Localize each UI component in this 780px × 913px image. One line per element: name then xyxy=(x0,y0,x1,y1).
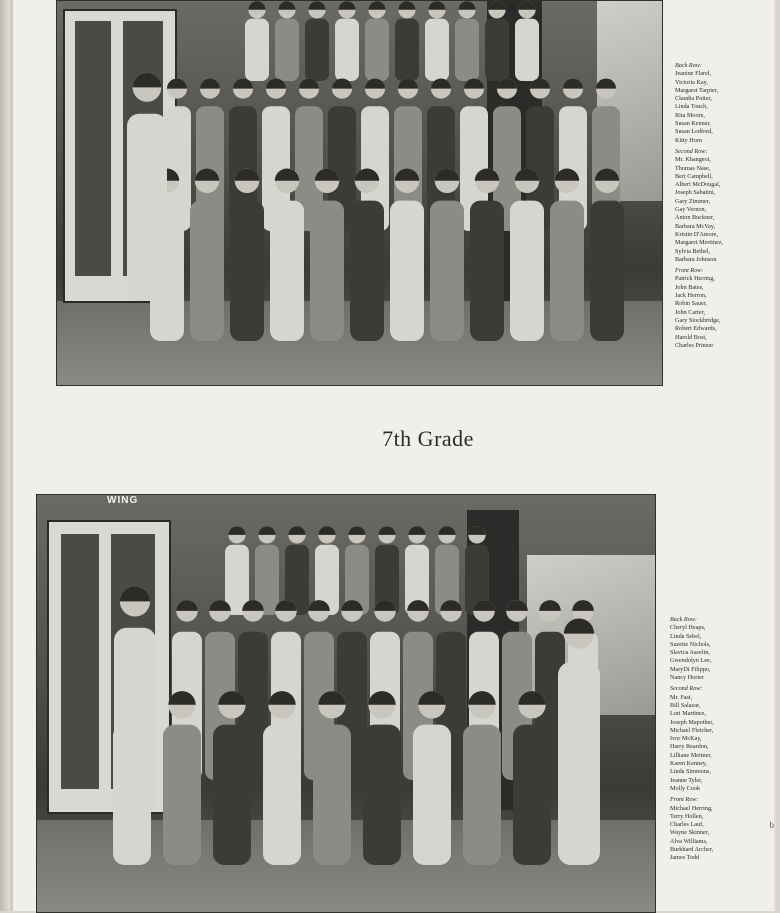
student-name: Harold Bost, xyxy=(675,333,707,341)
student-name: Michael Fletcher, xyxy=(670,726,714,734)
student-name: Mr. Khangeot, xyxy=(675,156,711,164)
student-name: Gwendolyn Lee, xyxy=(670,657,712,665)
student-name: Bert Campbell, xyxy=(675,172,713,180)
student-name: Joseph Mapother, xyxy=(670,718,714,726)
edge-mark: b xyxy=(769,820,774,830)
student-name: Barbara McVay, xyxy=(675,222,716,230)
grade-heading: 7th Grade xyxy=(382,426,474,451)
student-name: Harry Reardon, xyxy=(670,743,709,751)
student-name: Mr. Fast, xyxy=(670,693,693,701)
student-name: Karen Kenney, xyxy=(670,760,708,768)
student-name: Gary Stockbridge, xyxy=(675,316,721,324)
back-row-names xyxy=(675,70,765,145)
student-name: Molly Cook xyxy=(670,784,701,792)
student-name: Linda Sebel, xyxy=(670,632,702,640)
student-name: Anton Buckner, xyxy=(675,214,715,222)
student-name: Susan Ledford, xyxy=(675,128,713,136)
student-name: Bill Salazar, xyxy=(670,701,701,709)
student-name: Wayne Skinner, xyxy=(670,829,710,837)
student-name: Susan Kenner, xyxy=(675,120,711,128)
student-name: Thomas Nase, xyxy=(675,164,711,172)
student-name: Claudia Potter, xyxy=(675,95,712,103)
student-name: Joseph Sabatini, xyxy=(675,189,716,197)
wing-sign: WING xyxy=(107,495,139,506)
student-name: John Bates, xyxy=(675,283,704,291)
student-name: Margaret Tarpier, xyxy=(675,86,719,94)
student-name: Victoria Kay, xyxy=(675,78,708,86)
student-name: Linda Touch, xyxy=(675,103,708,111)
student-name: Jack Herron, xyxy=(675,292,707,300)
second-row-label: Second Row: xyxy=(675,147,708,155)
student-name: Robert Edwards, xyxy=(675,325,717,333)
caption-bottom xyxy=(670,616,766,863)
student-name: MaryDi Filippo, xyxy=(670,665,711,673)
student-name: Patrick Herring, xyxy=(675,275,715,283)
student-name: Slavica Aseelin, xyxy=(670,649,710,657)
student-name: Rita Moore, xyxy=(675,111,705,119)
student-name: Ivor McKay, xyxy=(670,735,702,743)
student-name: Terry Hollen, xyxy=(670,812,704,820)
class-photo-bottom xyxy=(36,494,656,913)
student-name: Kristin D'Amore, xyxy=(675,230,719,238)
student-name: Alva Williams, xyxy=(670,837,708,845)
student-name: Nancy Horter xyxy=(670,674,704,682)
student-name: Barbara Johnson xyxy=(675,255,717,263)
student-name: Charles Lauf, xyxy=(670,821,704,829)
student-name: Kitty Horn xyxy=(675,136,702,144)
second-row-names xyxy=(670,694,766,794)
student-name: Gary Zimmer, xyxy=(675,197,711,205)
student-name: Burkhard Archer, xyxy=(670,846,714,854)
student-name: Lilliane Meitner, xyxy=(670,751,712,759)
student-name: Margaret Mertinez, xyxy=(675,239,723,247)
student-name: Jeanne Tyler, xyxy=(670,776,703,784)
student-name: James Todd xyxy=(670,854,700,862)
student-name: Suzette Nichols, xyxy=(670,640,711,648)
front-row-label: Front Row: xyxy=(670,796,699,804)
student-name: John Carter, xyxy=(675,308,705,316)
caption-top xyxy=(675,62,765,350)
back-row-label: Back Row: xyxy=(675,62,702,69)
front-row-label: Front Row: xyxy=(675,267,704,275)
yearbook-page xyxy=(10,0,776,911)
class-photo-top xyxy=(56,0,663,386)
student-name: Albert McDougal, xyxy=(675,181,721,189)
student-name: Charles Prinzer xyxy=(675,341,714,349)
student-name: Linda Simmons, xyxy=(670,768,711,776)
back-row-names xyxy=(670,624,766,682)
student-name: Robin Sauer, xyxy=(675,300,708,308)
second-row-label: Second Row: xyxy=(670,685,703,693)
student-name: Gay Vernon, xyxy=(675,206,707,214)
student-name: Lori Martinez, xyxy=(670,710,707,718)
back-row-label: Back Row: xyxy=(670,616,697,623)
student-name: Michael Herring, xyxy=(670,804,713,812)
student-name: Cheryl Heaps, xyxy=(670,624,706,632)
front-row-names xyxy=(670,805,766,863)
student-name: Jeanine Flarel, xyxy=(675,70,712,78)
second-row-names xyxy=(675,156,765,264)
student-name: Sylvia Bethel, xyxy=(675,247,711,255)
front-row-names xyxy=(675,275,765,350)
